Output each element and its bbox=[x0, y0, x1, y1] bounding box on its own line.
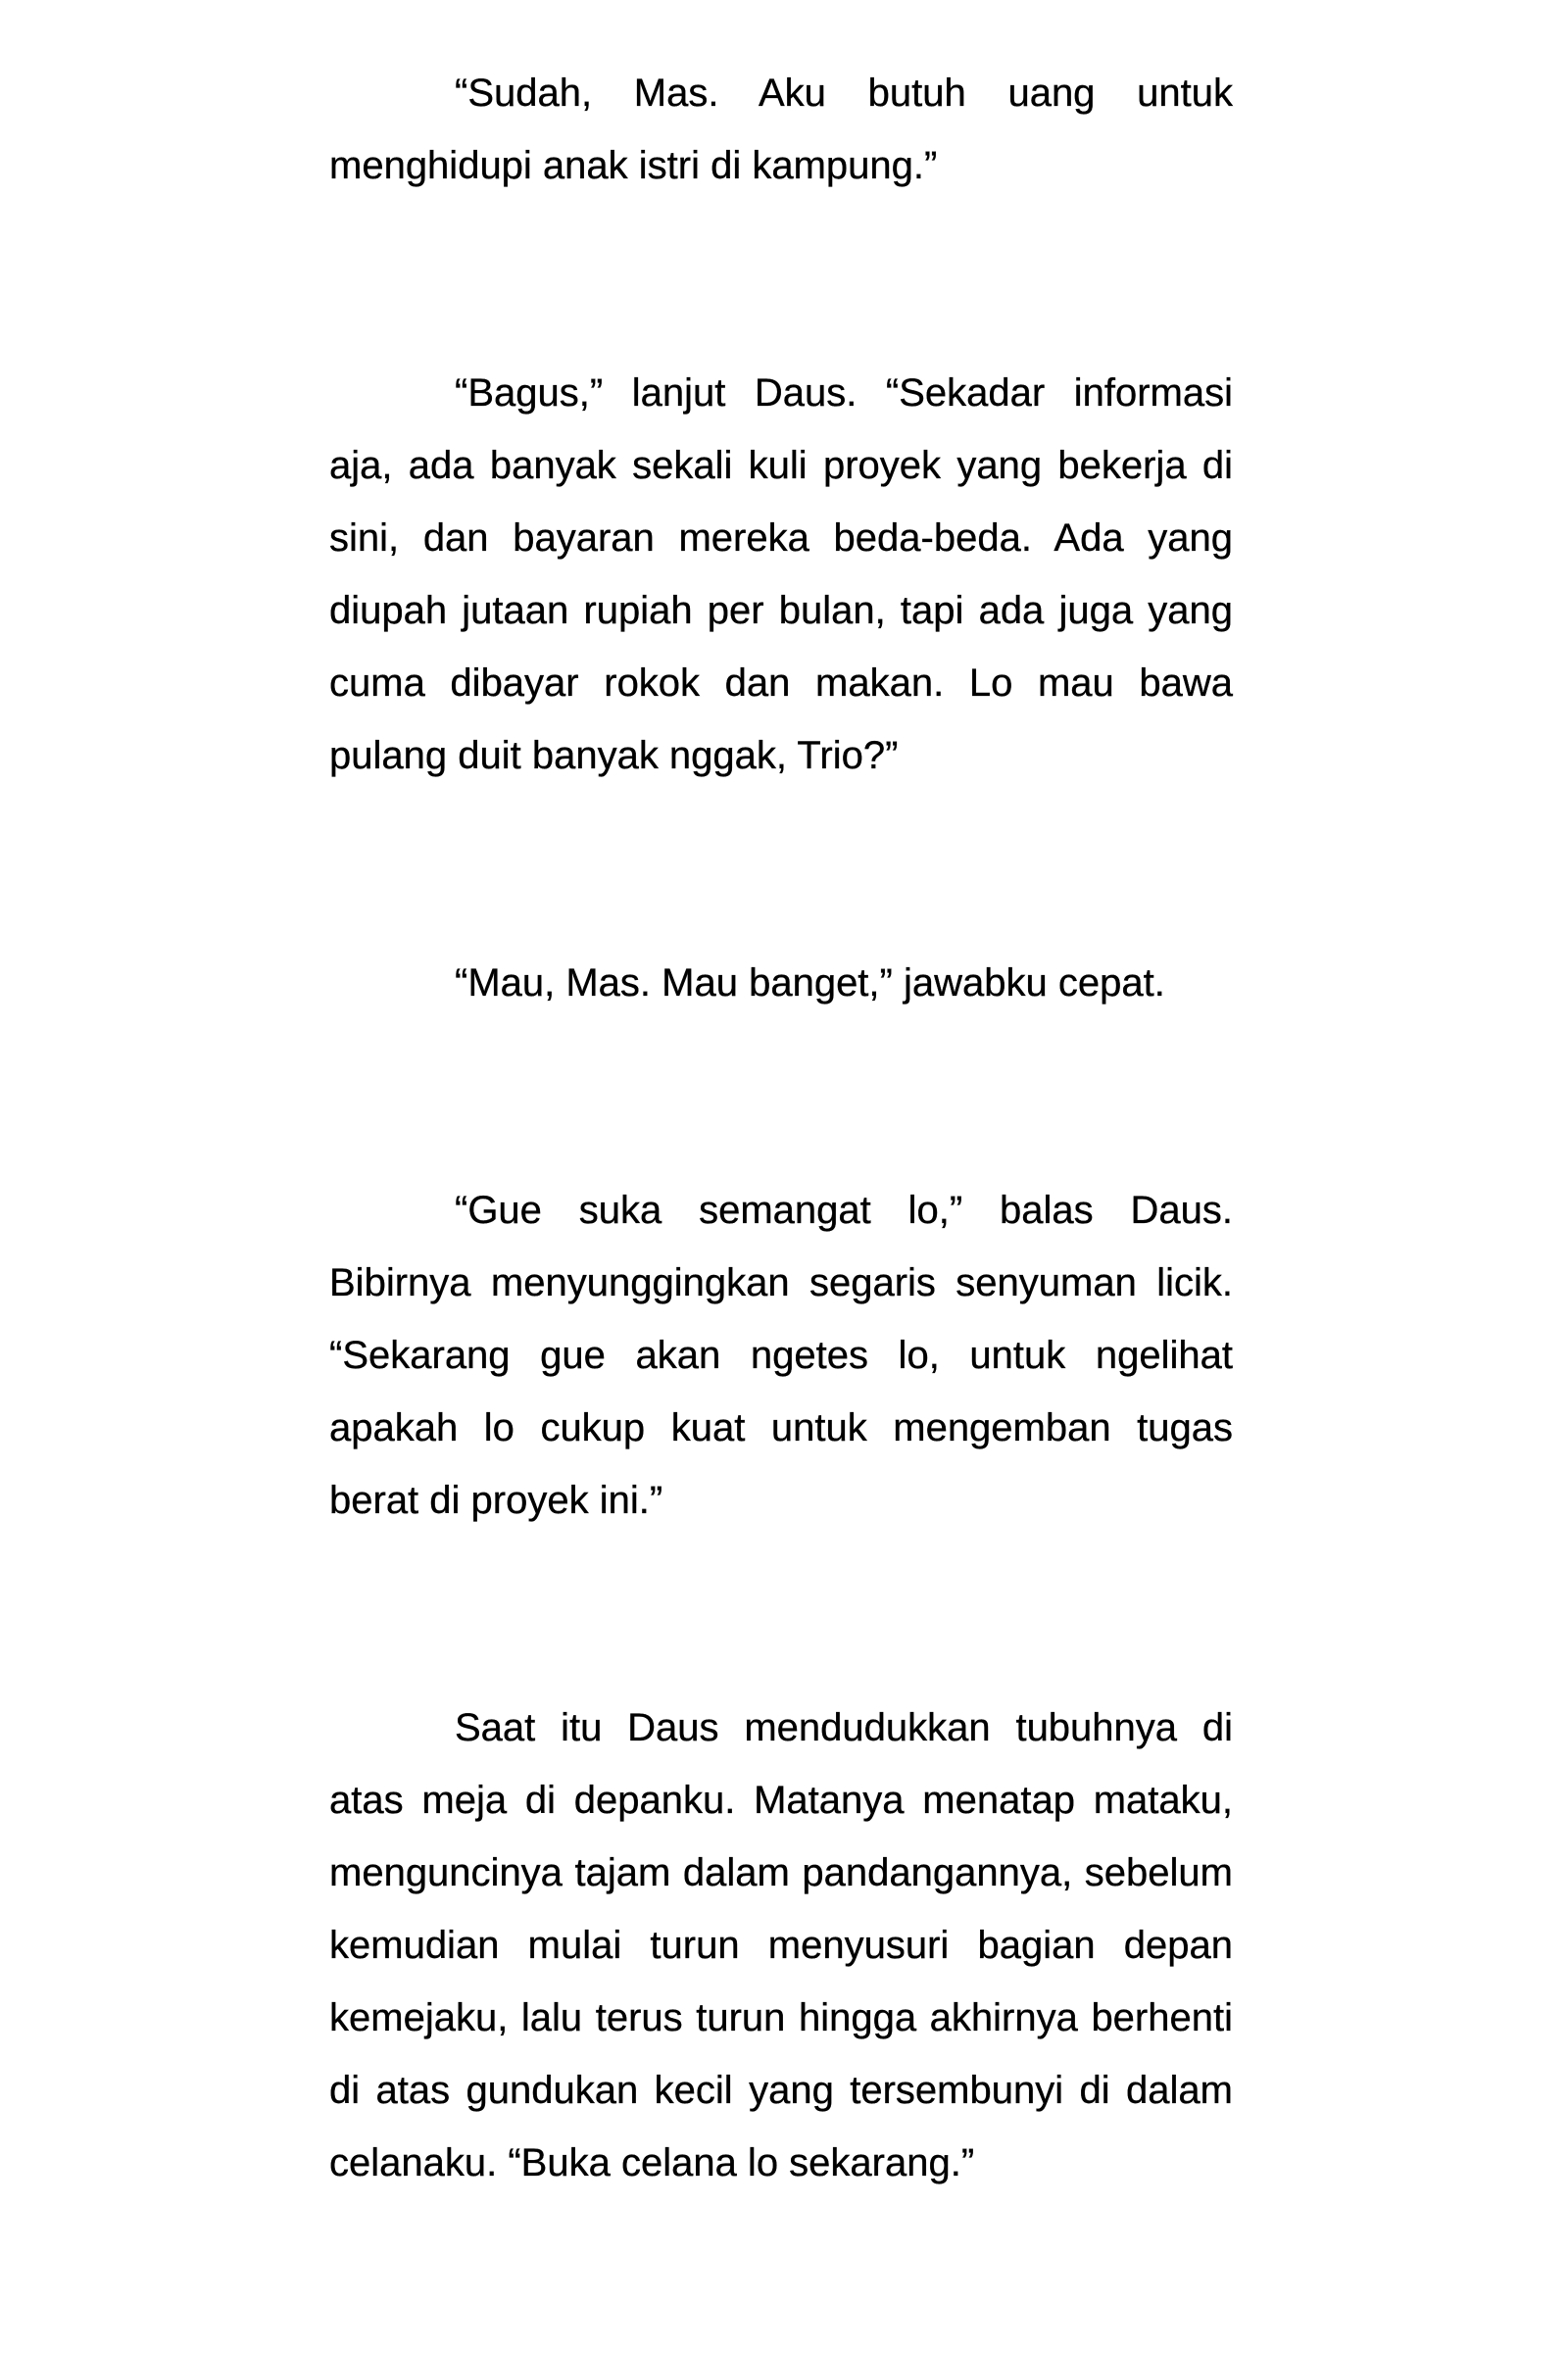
paragraph-4: “Gue suka semangat lo,” balas Daus. Bibirnya menyunggingkan segaris senyuman licik. “Sekarang gue akan ngetes lo, untuk ngelihat apakah lo cukup kuat untuk mengemban tugas berat di proyek ini.” bbox=[329, 1189, 1233, 1522]
paragraph-2: “Bagus,” lanjut Daus. “Sekadar informasi aja, ada banyak sekali kuli proyek yang bekerja di sini, dan bayaran mereka beda-beda. Ada yang diupah jutaan rupiah per bulan, tapi ada juga yang cuma dibayar rokok dan makan. Lo mau bawa pulang duit banyak nggak, Trio?” bbox=[329, 371, 1233, 777]
paragraph-3: “Mau, Mas. Mau banget,” jawabku cepat. bbox=[455, 961, 1165, 1005]
text-column bbox=[329, 57, 1233, 2199]
paragraph-1: “Sudah, Mas. Aku butuh uang untuk menghidupi anak istri di kampung.” bbox=[329, 72, 1233, 187]
paragraph-5: Saat itu Daus mendudukkan tubuhnya di atas meja di depanku. Matanya menatap mataku, menguncinya tajam dalam pandangannya, sebelum kemudian mulai turun menyusuri bagian depan kemejaku, lalu terus turun hingga akhirnya berhenti di atas gundukan kecil yang tersembunyi di dalam celanaku. “Buka celana lo sekarang.” bbox=[329, 1706, 1233, 2184]
